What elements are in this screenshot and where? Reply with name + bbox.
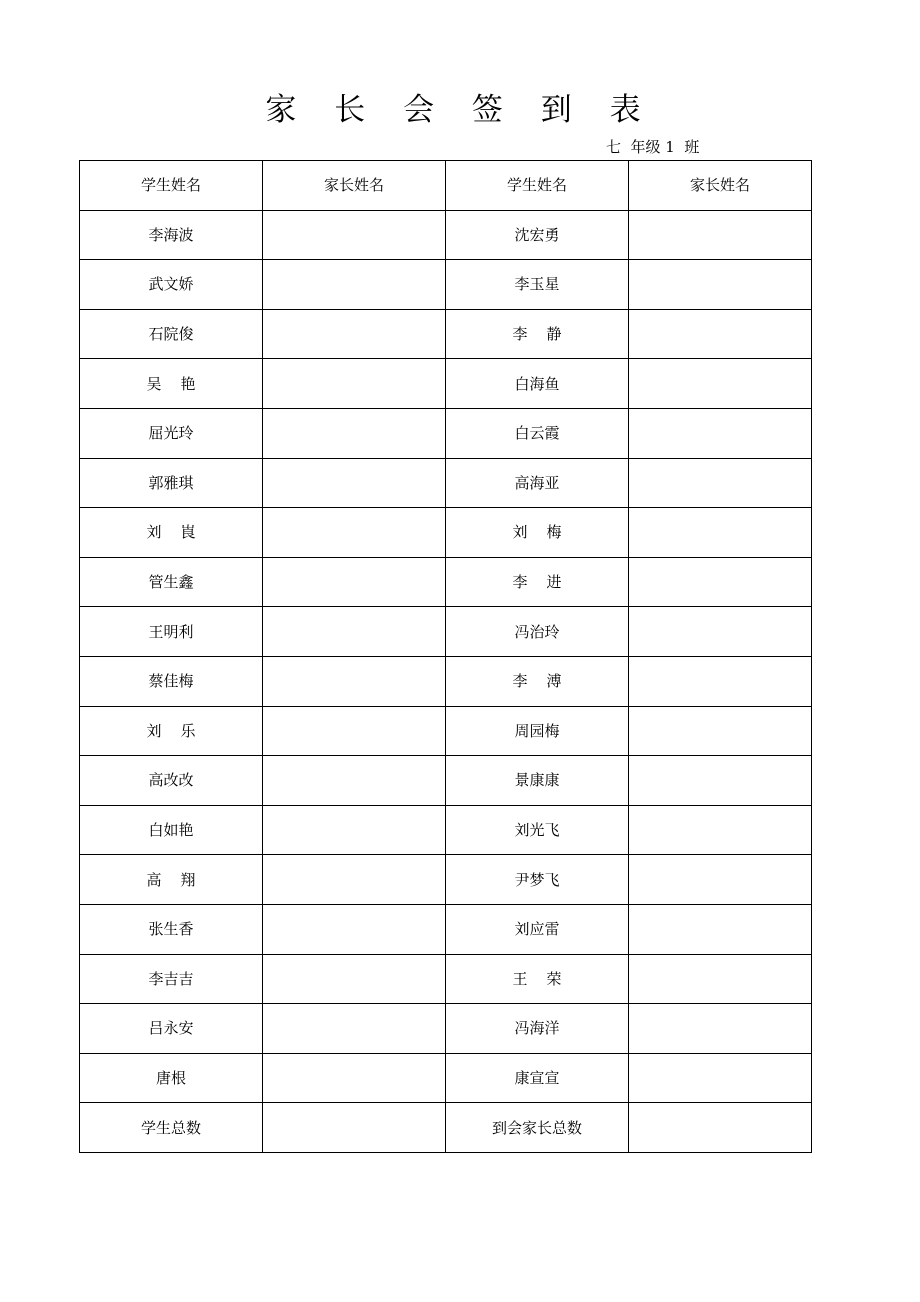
student-name-cell: 刘应雷 [446,904,629,954]
table-row [80,260,812,310]
table-row [80,1004,812,1054]
parent-signature-cell[interactable] [263,756,446,806]
sign-in-table-body [80,161,812,1153]
student-name-cell: 康宣宣 [446,1053,629,1103]
student-name-cell: 唐根 [80,1053,263,1103]
table-row [80,656,812,706]
class-label: 七 年级 1 班 [606,138,700,156]
table-row [80,805,812,855]
parent-signature-cell[interactable] [629,309,812,359]
parent-signature-cell[interactable] [263,309,446,359]
student-name-cell: 王 荣 [446,954,629,1004]
parent-signature-cell[interactable] [263,557,446,607]
parent-signature-cell[interactable] [263,805,446,855]
student-name-cell: 冯治玲 [446,607,629,657]
parent-signature-cell[interactable] [263,706,446,756]
parent-signature-cell[interactable] [263,359,446,409]
parent-signature-cell[interactable] [629,210,812,260]
parent-signature-cell[interactable] [629,756,812,806]
table-row [80,1053,812,1103]
student-name-cell: 刘光飞 [446,805,629,855]
parent-signature-cell[interactable] [629,607,812,657]
parent-signature-cell[interactable] [629,656,812,706]
parent-signature-cell[interactable] [263,954,446,1004]
student-name-cell: 刘 梅 [446,508,629,558]
table-row [80,706,812,756]
parent-signature-cell[interactable] [263,408,446,458]
student-name-cell: 刘 崀 [80,508,263,558]
student-name-cell: 张生香 [80,904,263,954]
parent-signature-cell[interactable] [263,855,446,905]
total-students-value[interactable] [263,1103,446,1153]
student-name-cell: 高海亚 [446,458,629,508]
student-name-cell: 石院俊 [80,309,263,359]
student-name-cell: 蔡佳梅 [80,656,263,706]
table-row [80,607,812,657]
student-name-cell: 李玉星 [446,260,629,310]
parent-signature-cell[interactable] [263,1053,446,1103]
parent-signature-cell[interactable] [629,508,812,558]
student-name-cell: 冯海洋 [446,1004,629,1054]
parent-signature-cell[interactable] [263,1004,446,1054]
parent-signature-cell[interactable] [629,855,812,905]
student-name-cell: 王明利 [80,607,263,657]
table-row [80,359,812,409]
student-name-cell: 白如艳 [80,805,263,855]
parent-signature-cell[interactable] [629,805,812,855]
table-row [80,904,812,954]
student-name-cell: 李吉吉 [80,954,263,1004]
student-name-cell: 白云霞 [446,408,629,458]
student-name-cell: 高改改 [80,756,263,806]
table-row [80,954,812,1004]
parent-signature-cell[interactable] [629,1053,812,1103]
student-name-cell: 吕永安 [80,1004,263,1054]
header-parent-name-2: 家长姓名 [629,161,812,211]
parent-signature-cell[interactable] [629,1004,812,1054]
table-row [80,855,812,905]
page-title: 家 长 会 签 到 表 [265,92,655,128]
table-row [80,309,812,359]
student-name-cell: 郭雅琪 [80,458,263,508]
parent-signature-cell[interactable] [263,656,446,706]
parent-signature-cell[interactable] [629,260,812,310]
table-row [80,756,812,806]
total-students-label: 学生总数 [80,1103,263,1153]
totals-row [80,1103,812,1153]
header-student-name-2: 学生姓名 [446,161,629,211]
parent-signature-cell[interactable] [629,359,812,409]
sign-in-table [79,160,812,1153]
student-name-cell: 白海鱼 [446,359,629,409]
student-name-cell: 李海波 [80,210,263,260]
parent-signature-cell[interactable] [629,458,812,508]
total-parents-label: 到会家长总数 [446,1103,629,1153]
student-name-cell: 尹梦飞 [446,855,629,905]
student-name-cell: 李 溥 [446,656,629,706]
header-row [80,161,812,211]
parent-signature-cell[interactable] [629,954,812,1004]
parent-signature-cell[interactable] [263,210,446,260]
student-name-cell: 管生鑫 [80,557,263,607]
header-parent-name-1: 家长姓名 [263,161,446,211]
student-name-cell: 刘 乐 [80,706,263,756]
student-name-cell: 武文娇 [80,260,263,310]
student-name-cell: 景康康 [446,756,629,806]
student-name-cell: 屈光玲 [80,408,263,458]
parent-signature-cell[interactable] [629,706,812,756]
student-name-cell: 沈宏勇 [446,210,629,260]
total-parents-value[interactable] [629,1103,812,1153]
student-name-cell: 高 翔 [80,855,263,905]
student-name-cell: 周园梅 [446,706,629,756]
table-row [80,458,812,508]
parent-signature-cell[interactable] [263,458,446,508]
header-student-name-1: 学生姓名 [80,161,263,211]
parent-signature-cell[interactable] [629,904,812,954]
table-row [80,508,812,558]
table-row [80,210,812,260]
student-name-cell: 吴 艳 [80,359,263,409]
parent-signature-cell[interactable] [629,557,812,607]
parent-signature-cell[interactable] [263,607,446,657]
student-name-cell: 李 进 [446,557,629,607]
table-row [80,408,812,458]
parent-signature-cell[interactable] [629,408,812,458]
parent-signature-cell[interactable] [263,260,446,310]
table-row [80,557,812,607]
parent-signature-cell[interactable] [263,904,446,954]
parent-signature-cell[interactable] [263,508,446,558]
student-name-cell: 李 静 [446,309,629,359]
